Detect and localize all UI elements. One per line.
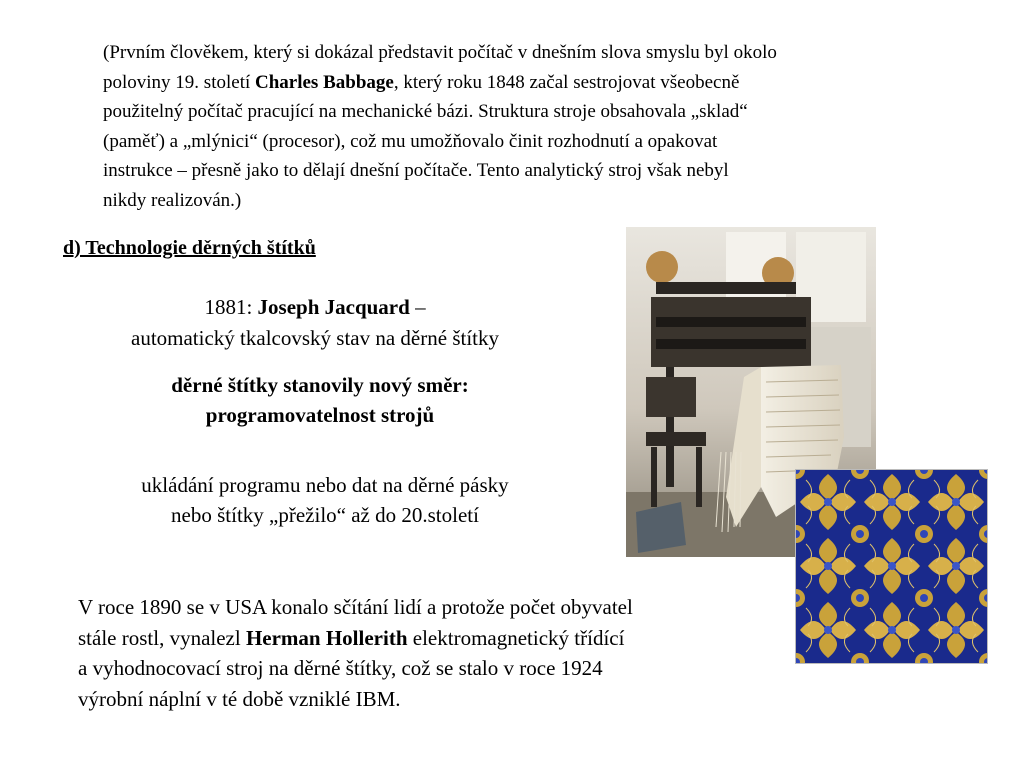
woven-fabric-photo bbox=[795, 469, 988, 664]
jacquard-name: Joseph Jacquard bbox=[257, 295, 410, 319]
fabric-pattern-illustration bbox=[796, 470, 988, 664]
cards-line: programovatelnost strojů bbox=[205, 403, 435, 427]
intro-line: (Prvním člověkem, který si dokázal představit počítač v dnešním slova smyslu byl okolo bbox=[103, 42, 777, 63]
intro-line: nikdy realizován.) bbox=[103, 189, 242, 211]
cards-paragraph bbox=[70, 370, 570, 430]
hollerith-line: V roce 1890 se v USA konalo sčítání lidí a protože počet obyvatel bbox=[78, 595, 633, 619]
hollerith-paragraph bbox=[78, 592, 778, 714]
jacquard-line bbox=[70, 292, 560, 323]
intro-text: poloviny 19. století bbox=[103, 71, 255, 93]
storage-line: nebo štítky „přežilo“ až do 20.století bbox=[171, 503, 479, 527]
jacquard-paragraph bbox=[70, 292, 560, 354]
intro-line: použitelný počítač pracující na mechanické bázi. Struktura stroje obsahovala „sklad“ bbox=[103, 101, 748, 122]
hollerith-text: elektromagnetický třídící bbox=[407, 625, 625, 650]
hollerith-line: výrobní náplní v té době vzniklé IBM. bbox=[78, 686, 401, 711]
hollerith-text: stále rostl, vynalezl bbox=[78, 625, 246, 650]
hollerith-line: a vyhodnocovací stroj na děrné štítky, což se stalo v roce 1924 bbox=[78, 656, 603, 680]
intro-line bbox=[103, 68, 923, 98]
hollerith-line bbox=[78, 623, 778, 654]
cards-line: děrné štítky stanovily nový směr: bbox=[171, 373, 469, 397]
storage-line: ukládání programu nebo dat na děrné pásky bbox=[141, 473, 509, 497]
storage-paragraph bbox=[70, 470, 580, 530]
jacquard-year: 1881: bbox=[204, 295, 258, 319]
intro-text: , který roku 1848 začal sestrojovat všeobecně bbox=[393, 71, 740, 93]
jacquard-dash: – bbox=[409, 295, 426, 319]
intro-line: (paměť) a „mlýnici“ (procesor), což mu umožňovalo činit rozhodnutí a opakovat bbox=[103, 130, 718, 152]
babbage-name: Charles Babbage bbox=[255, 71, 394, 93]
intro-paragraph bbox=[103, 38, 923, 215]
hollerith-name: Herman Hollerith bbox=[245, 625, 408, 650]
intro-line: instrukce – přesně jako to dělají dnešní počítače. Tento analytický stroj však nebyl bbox=[103, 160, 729, 181]
jacquard-line: automatický tkalcovský stav na děrné štítky bbox=[131, 326, 499, 350]
section-heading: d) Technologie děrných štítků bbox=[63, 237, 316, 259]
